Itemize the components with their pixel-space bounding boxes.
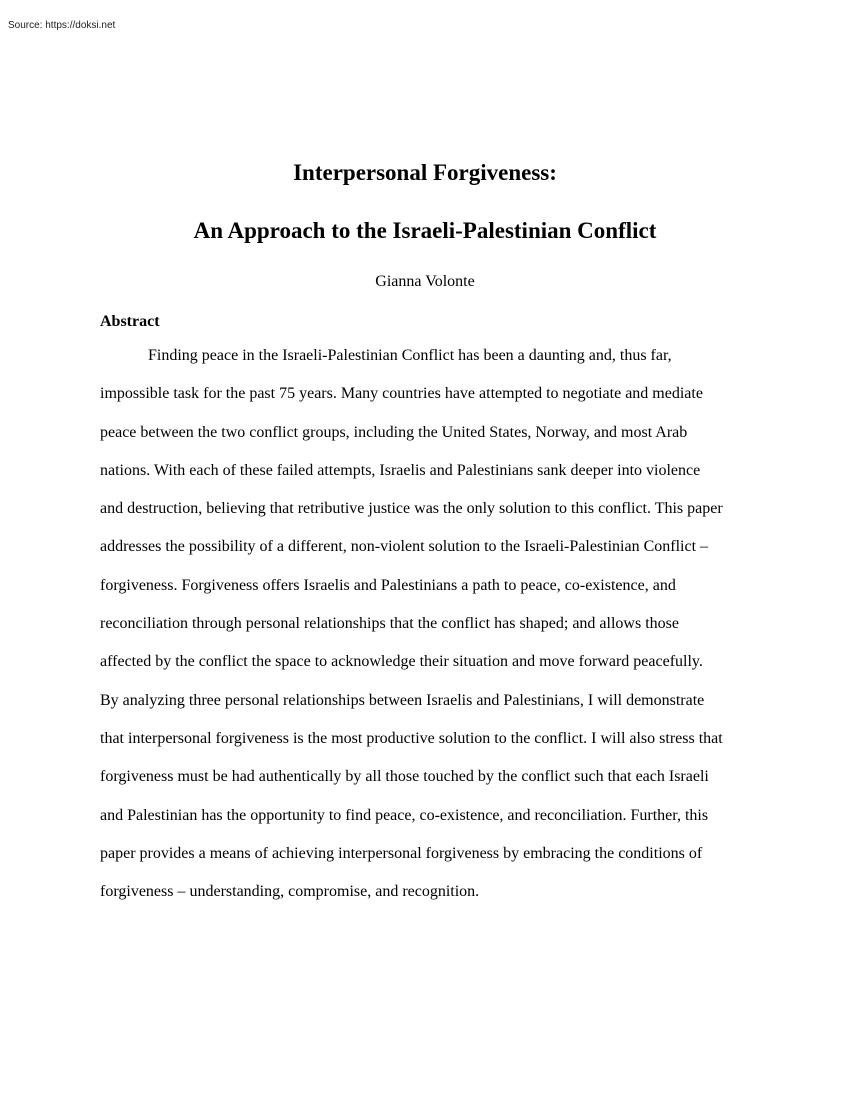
- abstract-line: nations. With each of these failed attempts, Israelis and Palestinians sank deeper into violence: [100, 461, 701, 479]
- author-name: Gianna Volonte: [375, 273, 475, 290]
- paper-title-line-1: Interpersonal Forgiveness:: [293, 160, 557, 185]
- abstract-line: Finding peace in the Israeli-Palestinian Conflict has been a daunting and, thus far,: [148, 347, 672, 364]
- abstract-line: addresses the possibility of a different, non-violent solution to the Israeli-Palestinian Conflict –: [100, 538, 709, 556]
- abstract-line: By analyzing three personal relationships between Israelis and Palestinians, I will demonstrate: [100, 691, 705, 709]
- abstract-line: and destruction, believing that retributive justice was the only solution to this conflict. This paper: [100, 500, 723, 518]
- abstract-line: impossible task for the past 75 years. Many countries have attempted to negotiate and mediate: [100, 385, 703, 403]
- abstract-line: peace between the two conflict groups, including the United States, Norway, and most Arab: [100, 423, 688, 441]
- abstract-line: reconciliation through personal relationships that the conflict has shaped; and allows those: [100, 615, 679, 633]
- source-label: Source: https://doksi.net: [8, 20, 116, 31]
- abstract-line: forgiveness. Forgiveness offers Israelis and Palestinians a path to peace, co-existence, and: [100, 576, 676, 594]
- abstract-line: forgiveness must be had authentically by all those touched by the conflict such that each Israeli: [100, 768, 709, 786]
- abstract-line: and Palestinian has the opportunity to find peace, co-existence, and reconciliation. Further, this: [100, 806, 709, 824]
- abstract-line: forgiveness – understanding, compromise, and recognition.: [100, 883, 480, 901]
- abstract-body: [100, 346, 752, 920]
- abstract-line: affected by the conflict the space to acknowledge their situation and move forward peacefully.: [100, 653, 703, 671]
- abstract-heading: Abstract: [100, 313, 160, 330]
- abstract-line: that interpersonal forgiveness is the most productive solution to the conflict. I will also stress that: [100, 729, 723, 747]
- abstract-line: paper provides a means of achieving interpersonal forgiveness by embracing the conditions of: [100, 844, 703, 862]
- paper-title-line-2: An Approach to the Israeli-Palestinian Conflict: [193, 218, 657, 243]
